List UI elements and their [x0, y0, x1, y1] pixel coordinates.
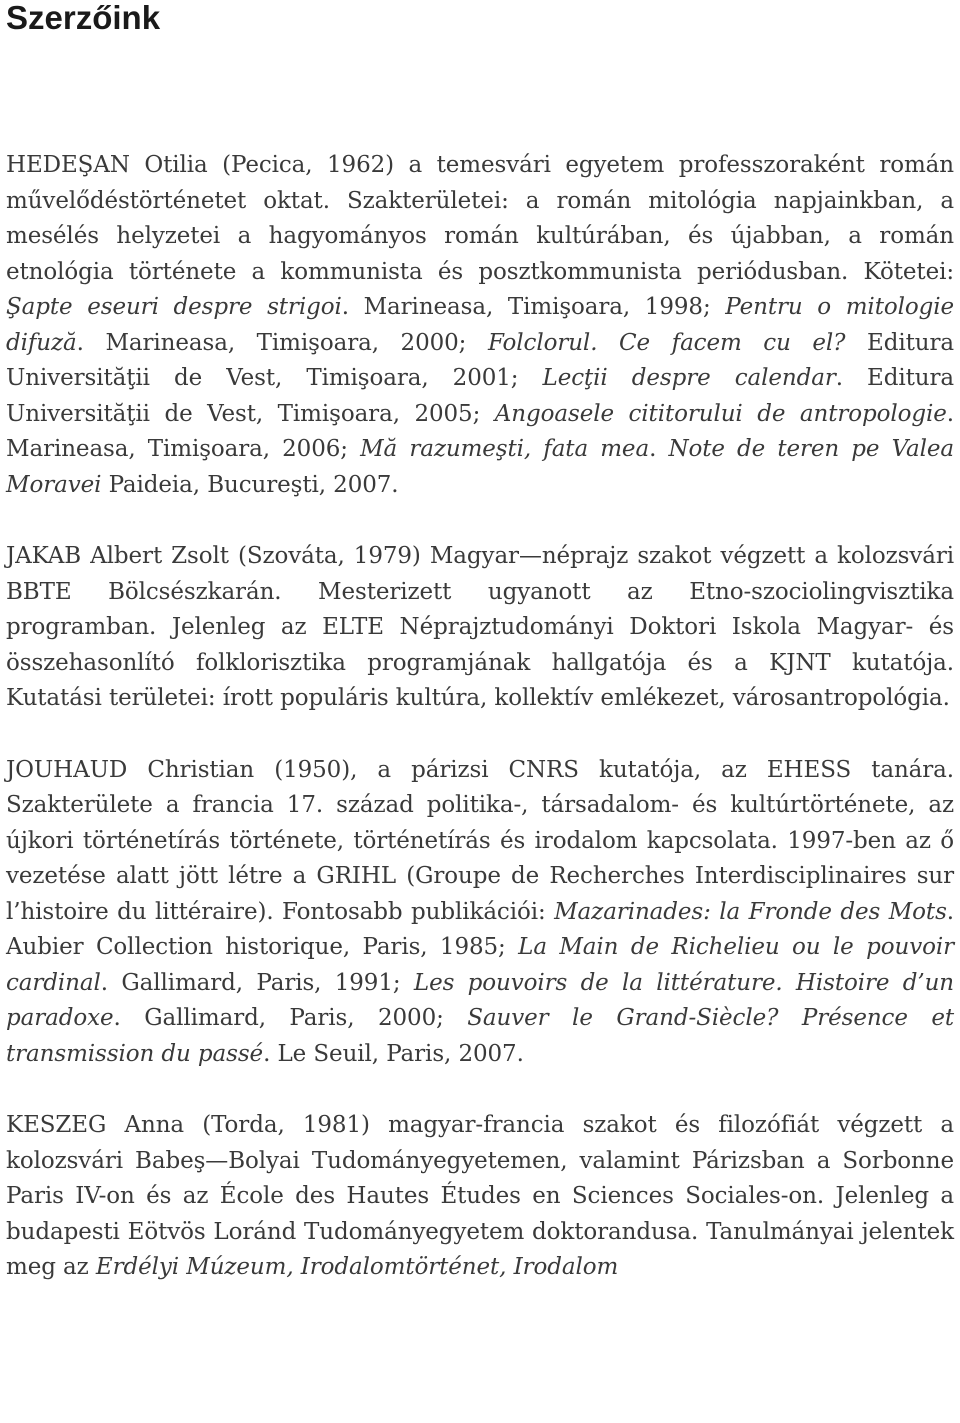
- author-entry: [6, 148, 954, 503]
- author-entry: [6, 753, 954, 1073]
- entry-text: . Marineasa, Timişoara, 1998;: [341, 294, 726, 320]
- author-entry: [6, 539, 954, 717]
- entry-text: . Marineasa, Timişoara, 2006;: [6, 400, 954, 462]
- page-title: Szerzőink: [6, 0, 161, 36]
- entry-text: . Gallimard, Paris, 1991;: [100, 969, 414, 996]
- author-entry: [6, 1108, 954, 1286]
- entry-text: . Gallimard, Paris, 2000;: [113, 1005, 468, 1031]
- author-list: [6, 148, 954, 1322]
- publication-title: La Main de Richelieu ou le pouvoir cardinal: [6, 934, 954, 996]
- publication-title: Pentru o mitologie difuză: [6, 294, 954, 356]
- publication-title: Lecţii despre calendar: [542, 365, 836, 391]
- publication-title: Note de teren pe Valea Moravei: [6, 436, 954, 498]
- publication-title: Mă razumeşti, fata mea: [360, 436, 650, 462]
- entry-text: . Le Seuil, Paris, 2007.: [263, 1040, 524, 1067]
- publication-title: Mazarinades: la Fronde des Mots: [554, 898, 947, 925]
- entry-text: KESZEG Anna (Torda, 1981) magyar-francia szakot és filozófiát végzett a kolozsvári Babeş—Bolyai Tudományegyetemen, valamint Párizsban a Sorbonne Paris IV-on és az École des Hautes Études en Sciences Sociales-on. Jelenleg a budapesti Eötvös Loránd Tudományegyetem doktorandusa. Tanulmányai jelentek meg az: [6, 1112, 954, 1280]
- entry-text: . Aubier Collection historique, Paris, 1985;: [6, 898, 954, 960]
- entry-text: HEDEŞAN Otilia (Pecica, 1962) a temesvári egyetem professzoraként román művelődéstörténetet oktat. Szakterületei: a román mitológia napjainkban, a mesélés helyzetei a hagyományos román kultúrában, és újabban, a román etnológia története a kommunista és posztkommunista periódusban. Kötetei:: [6, 152, 954, 285]
- entry-text: .: [649, 436, 669, 462]
- entry-text: Editura Universităţii de Vest, Timişoara, 2001;: [6, 329, 954, 391]
- entry-text: . Editura Universităţii de Vest, Timişoara, 2005;: [6, 365, 954, 427]
- entry-text: . Marineasa, Timişoara, 2000;: [76, 329, 488, 356]
- publication-title: Angoasele cititorului de antropologie: [494, 400, 947, 427]
- entry-text: JAKAB Albert Zsolt (Szováta, 1979) Magyar—néprajz szakot végzett a kolozsvári BBTE Bölcsészkarán. Mesterizett ugyanott az Etno-szociolingvisztika programban. Jelenleg az ELTE Néprajztudományi Doktori Iskola Magyar- és összehasonlító folklorisztika programjának hallgatója és a KJNT kutatója. Kutatási területei: írott populáris kultúra, kollektív emlékezet, városantropológia.: [6, 543, 954, 711]
- publication-title: Erdélyi Múzeum, Irodalomtörténet, Irodalom: [95, 1254, 619, 1280]
- entry-text: Paideia, Bucureşti, 2007.: [101, 471, 399, 498]
- publication-title: Şapte eseuri despre strigoi: [6, 294, 342, 320]
- entry-text: JOUHAUD Christian (1950), a párizsi CNRS kutatója, az EHESS tanára. Szakterülete a francia 17. század politika-, társadalom- és kultúrtörténete, az újkori történetírás története, történetírás és irodalom kapcsolata. 1997-ben az ő vezetése alatt jött létre a GRIHL (Groupe de Recherches Interdisciplinaires sur l’histoire du littéraire). Fontosabb publikációi:: [6, 756, 954, 925]
- publication-title: Folclorul. Ce facem cu el?: [487, 329, 846, 356]
- publication-title: Les pouvoirs de la littérature. Histoire d’un paradoxe: [6, 969, 954, 1031]
- publication-title: Sauver le Grand-Siècle? Présence et transmission du passé: [6, 1005, 955, 1067]
